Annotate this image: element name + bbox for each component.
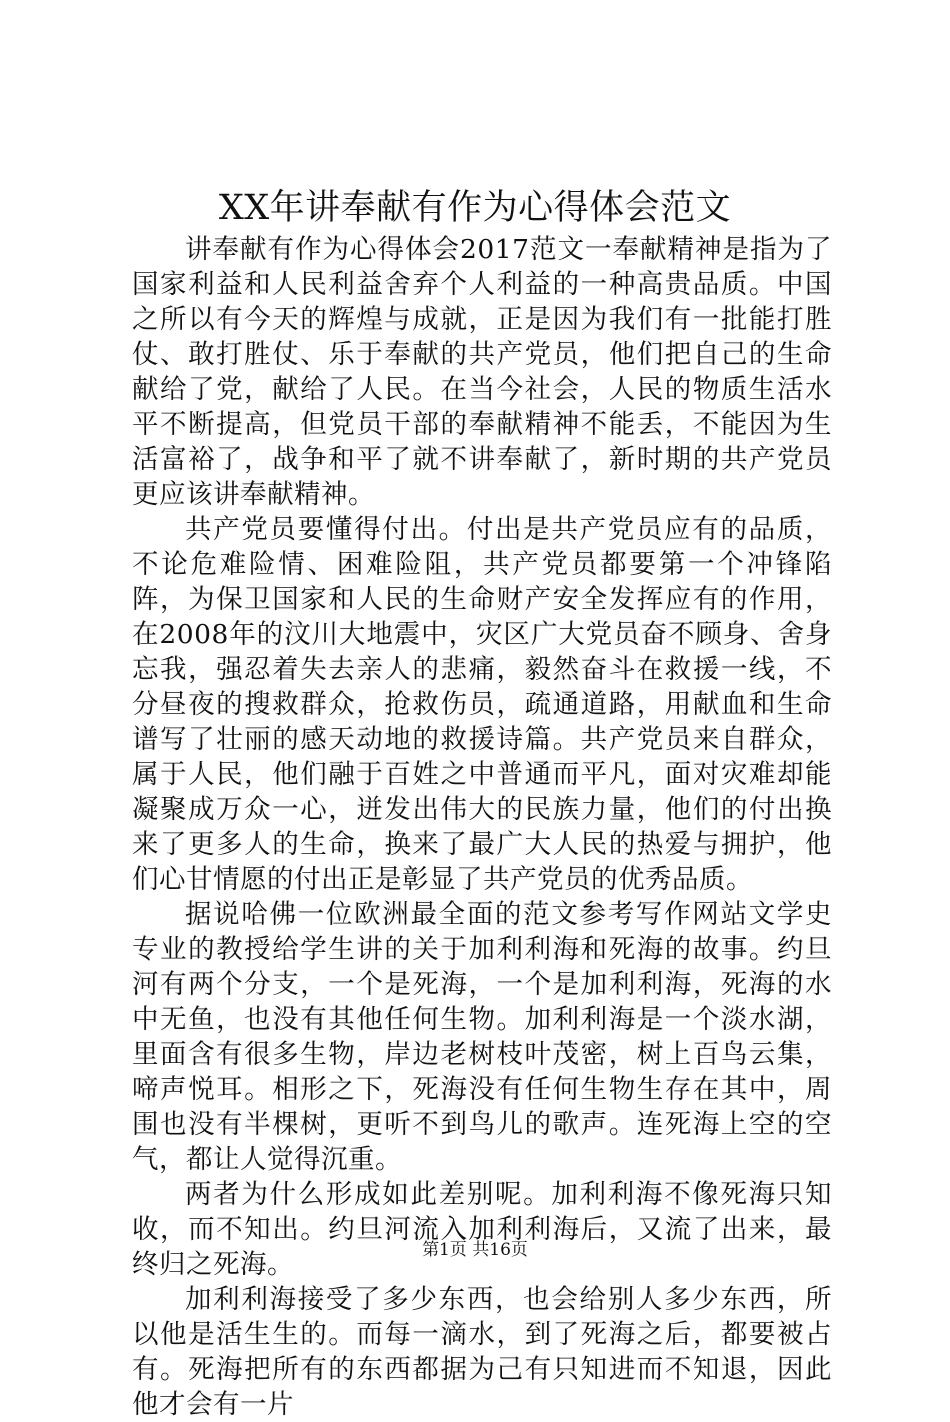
document-title: XX年讲奉献有作为心得体会范文 [218,188,732,228]
paragraph-2: 共产党员要懂得付出。付出是共产党员应有的品质，不论危难险情、困难险阻，共产党员都要第一个冲锋陷阵，为保卫国家和人民的生命财产安全发挥应有的作用，在2008年的汶川大地震中，灾区广大党员奋不顾身、舍身忘我，强忍着失去亲人的悲痛，毅然奋斗在救援一线，不分昼夜的搜救群众，抢救伤员，疏通道路，用献血和生命谱写了壮丽的感天动地的救援诗篇。共产党员来自群众，属于人民，他们融于百姓之中普通而平凡，面对灾难却能凝聚成万众一心，迸发出伟大的民族力量，他们的付出换来了更多人的生命，换来了最广大人民的热爱与拥护，他们心甘情愿的付出正是彰显了共产党员的优秀品质。 [132,514,832,895]
paragraph-3: 据说哈佛一位欧洲最全面的范文参考写作网站文学史专业的教授给学生讲的关于加利利海和死海的故事。约旦河有两个分支，一个是死海，一个是加利利海，死海的水中无鱼，也没有其他任何生物。加利利海是一个淡水湖，里面含有很多生物，岸边老树枝叶茂密，树上百鸟云集，啼声悦耳。相形之下，死海没有任何生物生存在其中，周围也没有半棵树，更听不到鸟儿的歌声。连死海上空的空气，都让人觉得沉重。 [132,899,832,1175]
paragraph-5: 加利利海接受了多少东西，也会给别人多少东西，所以他是活生生的。而每一滴水，到了死海之后，都要被占有。死海把所有的东西都据为己有只知进而不知退，因此他才会有一片 [132,1284,832,1420]
paragraph-4: 两者为什么形成如此差别呢。加利利海不像死海只知收，而不知出。约旦河流入加利利海后，又流了出来，最终归之死海。 [132,1179,832,1280]
page-footer: 第1页 共16页 [422,1240,528,1260]
paragraph-1: 讲奉献有作为心得体会2017范文一奉献精神是指为了国家利益和人民利益舍弃个人利益的一种高贵品质。中国之所以有今天的辉煌与成就，正是因为我们有一批能打胜仗、敢打胜仗、乐于奉献的共产党员，他们把自己的生命献给了党，献给了人民。在当今社会，人民的物质生活水平不断提高，但党员干部的奉献精神不能丢，不能因为生活富裕了，战争和平了就不讲奉献了，新时期的共产党员更应该讲奉献精神。 [132,234,832,510]
